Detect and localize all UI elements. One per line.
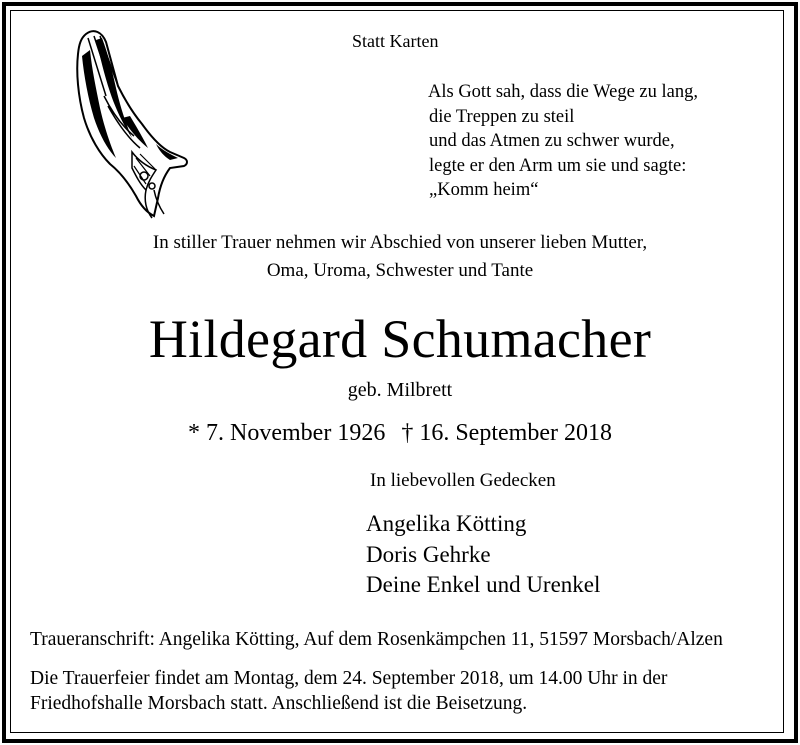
intro-line-1: In stiller Trauer nehmen wir Abschied von unserer lieben Mutter, xyxy=(152,232,648,253)
poem xyxy=(428,80,698,203)
funeral-line-1: Die Trauerfeier findet am Montag, dem 24. September 2018, um 14.00 Uhr in der xyxy=(30,668,668,689)
poem-line: Als Gott sah, dass die Wege zu lang, xyxy=(428,82,698,102)
intro-line-2: Oma, Uroma, Schwester und Tante xyxy=(266,260,534,281)
statt-karten-label: Statt Karten xyxy=(352,31,439,51)
birth-name: geb. Milbrett xyxy=(347,379,453,401)
mourning-address: Traueranschrift: Angelika Kötting, Auf dem Rosenkämpchen 11, 51597 Morsbach/Alzen xyxy=(30,629,723,650)
poem-line: legte er den Arm um sie und sagte: xyxy=(429,155,687,176)
life-dates xyxy=(0,420,800,447)
praying-hands-icon xyxy=(66,26,191,221)
funeral-notice xyxy=(30,666,667,716)
mourners-heading: In liebevollen Gedecken xyxy=(370,470,556,491)
poem-line: und das Atmen zu schwer wurde, xyxy=(429,131,675,151)
poem-line: „Komm heim“ xyxy=(429,180,539,200)
funeral-line-2: Friedhofshalle Morsbach statt. Anschließend ist die Beisetzung. xyxy=(30,693,528,714)
mourners-list xyxy=(366,509,600,601)
intro-text xyxy=(0,229,800,285)
mourner-name: Deine Enkel und Urenkel xyxy=(366,572,601,597)
birth-date: * 7. November 1926 xyxy=(188,420,386,446)
deceased-name: Hildegard Schumacher xyxy=(148,309,652,369)
mourner-name: Doris Gehrke xyxy=(366,541,491,567)
death-date: † 16. September 2018 xyxy=(401,420,612,446)
mourner-name: Angelika Kötting xyxy=(366,511,527,536)
poem-line: die Treppen zu steil xyxy=(429,106,575,127)
